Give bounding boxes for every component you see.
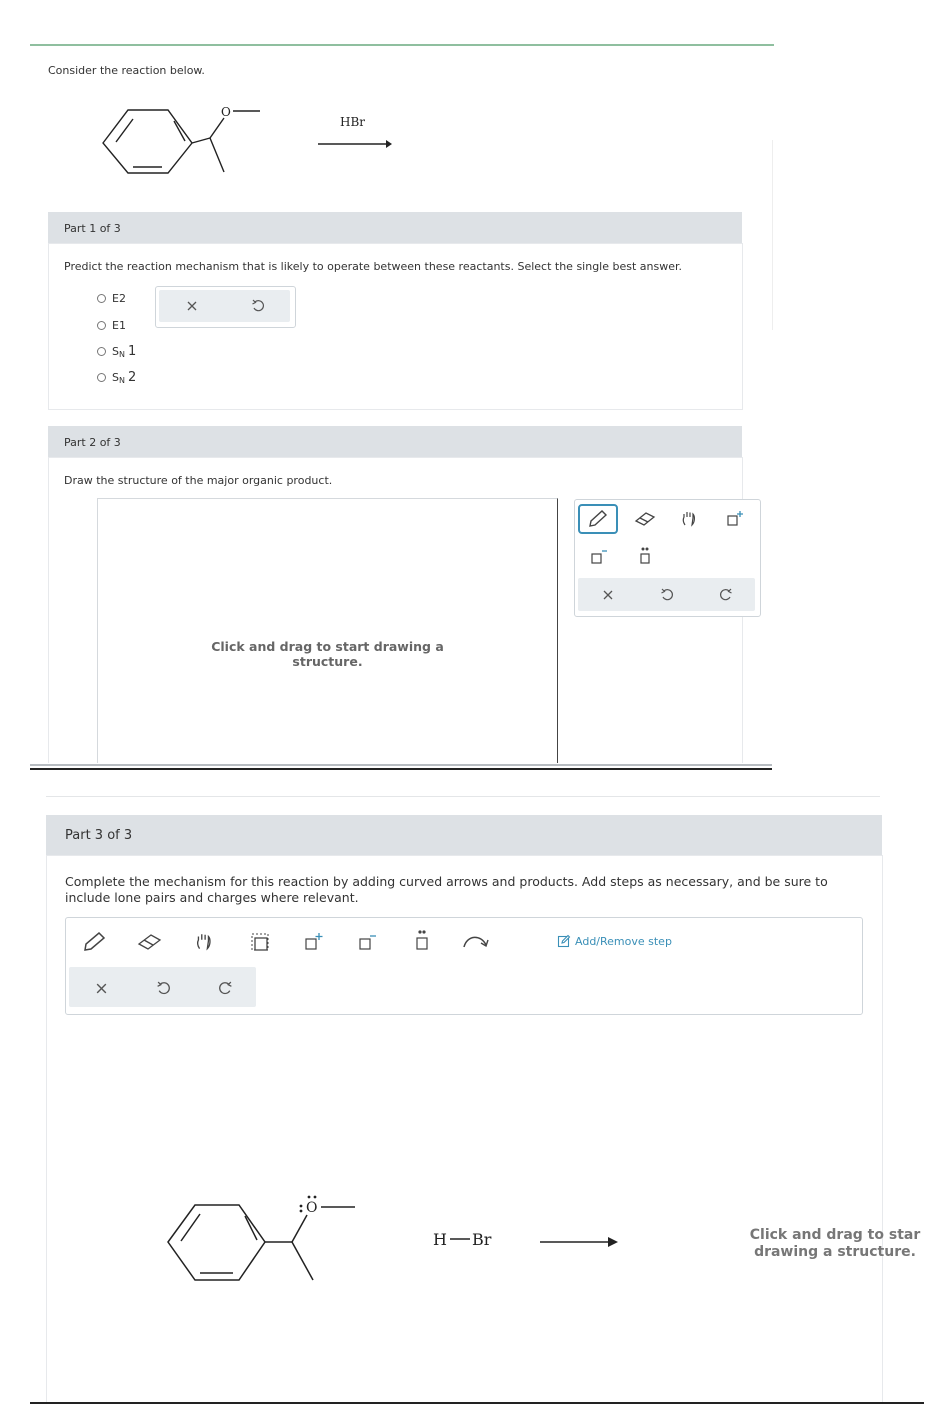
canvas-hint-line1: Click and drag to star [749,1227,921,1243]
edit-icon [557,934,571,948]
undo-icon [156,981,171,996]
pencil-icon [82,931,108,953]
undo-button[interactable] [242,294,274,318]
positive-charge-button[interactable] [720,506,750,532]
part1-title: Part 1 of 3 [64,222,121,235]
oxygen-label: O [221,105,231,119]
radio-button[interactable] [97,321,106,330]
reagent-label: HBr [340,115,366,129]
lone-pair-icon [637,546,653,566]
selection-icon [249,931,271,953]
bottom-divider [30,1402,924,1404]
negative-charge-button[interactable] [584,543,614,569]
oxygen-label: O [306,1200,318,1216]
reaction-scheme [90,95,410,185]
part3-canvas-hint [730,1227,940,1261]
part2-canvas-hint: Click and drag to start drawing a structure. [211,639,444,669]
option-label: E2 [112,292,126,305]
section-divider-light [46,796,880,797]
part2-title: Part 2 of 3 [64,436,121,449]
part2-header [48,426,742,457]
lone-pair-button[interactable] [630,543,660,569]
lone-pair-dot [300,1205,303,1208]
top-divider [30,44,774,46]
lone-pair-button[interactable] [407,926,437,956]
hand-icon [194,932,214,952]
part3-reagent [430,1225,500,1255]
radio-button[interactable] [97,373,106,382]
lone-pair-dot [308,1196,311,1199]
undo-icon [660,588,674,602]
redo-button[interactable] [711,583,741,607]
section-divider-dark [30,768,772,770]
close-icon [602,589,614,601]
positive-charge-button[interactable] [298,928,328,956]
canvas-hint-line2: drawing a structure. [754,1244,916,1260]
eraser-icon [137,933,163,951]
hydrogen-label: H [433,1230,447,1249]
part3-reaction-arrow [538,1234,622,1250]
pencil-tool-button[interactable] [578,504,618,534]
close-icon [186,300,198,312]
lone-pair-icon [413,929,431,953]
add-remove-step-button[interactable] [557,934,672,948]
eraser-tool-button[interactable] [134,929,166,955]
hand-tool-button[interactable] [674,506,704,532]
redo-button[interactable] [210,975,240,1001]
radio-button[interactable] [97,347,106,356]
part3-question: Complete the mechanism for this reaction by adding curved arrows and products. Add steps as necessary, and be sure to include lone pairs and charges where relevant. [65,874,828,905]
reaction-arrow-head [386,140,392,148]
pencil-tool-button[interactable] [78,927,112,957]
eraser-icon [634,511,656,527]
part2-drawing-canvas[interactable] [97,498,558,763]
negative-charge-icon [589,547,609,565]
pencil-icon [587,509,609,529]
intro-text: Consider the reaction below. [48,64,205,77]
part3-title: Part 3 of 3 [65,828,133,843]
option-e2[interactable] [97,292,126,305]
lone-pair-dot [300,1210,303,1213]
selection-tool-button[interactable] [245,928,275,956]
undo-icon [251,299,265,313]
part2-question: Draw the structure of the major organic product. [64,474,333,487]
option-label: E1 [112,319,126,332]
part3-reactant-structure [155,1185,375,1290]
benzene-ring [168,1205,265,1280]
close-icon [95,982,108,995]
add-remove-step-label: Add/Remove step [575,934,672,948]
positive-charge-icon [302,932,324,952]
hand-tool-button[interactable] [189,928,219,956]
curved-arrow-icon [461,932,491,952]
eraser-tool-button[interactable] [630,506,660,532]
option-sn2[interactable]: S N 2 [97,370,136,385]
negative-charge-button[interactable] [352,928,382,956]
negative-charge-icon [356,932,378,952]
redo-icon [218,981,233,996]
scroll-track[interactable] [772,140,773,330]
positive-charge-icon [725,510,745,528]
clear-button[interactable] [176,294,208,318]
bromine-label: Br [472,1230,492,1249]
clear-button[interactable] [593,583,623,607]
undo-button[interactable] [148,975,178,1001]
clear-button[interactable] [86,975,116,1001]
option-sn1[interactable]: S N 1 [97,344,136,359]
curved-arrow-button[interactable] [458,928,494,956]
lone-pair-dot [314,1196,317,1199]
undo-button[interactable] [652,583,682,607]
option-e1[interactable] [97,319,126,332]
arrow-head [608,1237,618,1247]
part1-header [48,212,742,243]
part1-question: Predict the reaction mechanism that is likely to operate between these reactants. Select the single best answer. [64,260,683,273]
redo-icon [719,588,733,602]
hand-icon [680,510,698,528]
part3-header [46,815,882,855]
radio-button[interactable] [97,294,106,303]
section-divider [30,764,772,766]
